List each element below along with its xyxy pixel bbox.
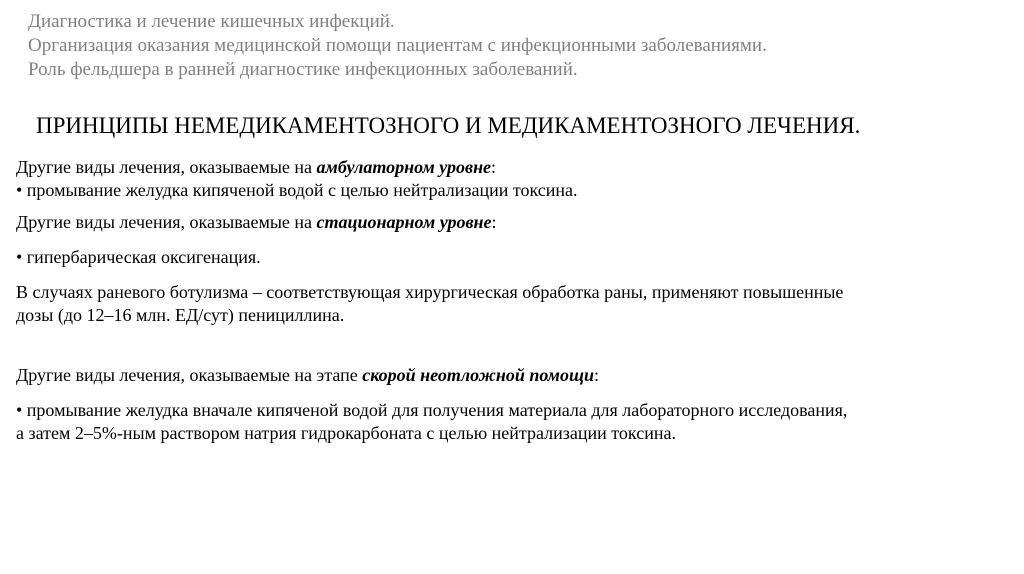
slide-content <box>16 156 1008 445</box>
ambulatory-bullet: • промывание желудка кипяченой водой с целью нейтрализации токсина. <box>16 180 578 200</box>
inpatient-emphasis: стационарном уровне <box>316 212 492 232</box>
emergency-intro-text: Другие виды лечения, оказываемые на этапе <box>16 365 363 385</box>
emergency-bullet-line-1: • промывание желудка вначале кипяченой водой для получения материала для лабораторного исследования, <box>16 400 848 420</box>
header-line-topic: Диагностика и лечение кишечных инфекций. <box>28 11 395 32</box>
header-line-organization: Организация оказания медицинской помощи пациентам с инфекционными заболеваниями. <box>28 35 767 56</box>
ambulatory-emphasis: амбулаторном уровне <box>316 157 492 177</box>
header-line-role: Роль фельдшера в ранней диагностике инфекционных заболеваний. <box>28 59 578 80</box>
ambulatory-intro <box>16 156 1008 179</box>
emergency-emphasis: скорой неотложной помощи <box>362 365 595 385</box>
slide-title: ПРИНЦИПЫ НЕМЕДИКАМЕНТОЗНОГО И МЕДИКАМЕНТОЗНОГО ЛЕЧЕНИЯ. <box>36 113 861 138</box>
emergency-suffix: : <box>594 365 600 385</box>
ambulatory-intro-text: Другие виды лечения, оказываемые на <box>16 157 317 177</box>
wound-botulism-line-2: дозы (до 12–16 млн. ЕД/сут) пенициллина. <box>16 305 345 325</box>
emergency-intro <box>16 364 1008 387</box>
inpatient-bullet: • гипербарическая оксигенация. <box>16 247 261 267</box>
inpatient-intro-text: Другие виды лечения, оказываемые на <box>16 212 317 232</box>
ambulatory-suffix: : <box>491 157 497 177</box>
slide-header <box>28 10 1008 82</box>
inpatient-intro <box>16 211 1008 234</box>
emergency-bullet-line-2: а затем 2–5%-ным раствором натрия гидрокарбоната с целью нейтрализации токсина. <box>16 423 676 443</box>
wound-botulism-line-1: В случаях раневого ботулизма – соответствующая хирургическая обработка раны, применяют повышенные <box>16 282 844 302</box>
inpatient-suffix: : <box>491 212 497 232</box>
